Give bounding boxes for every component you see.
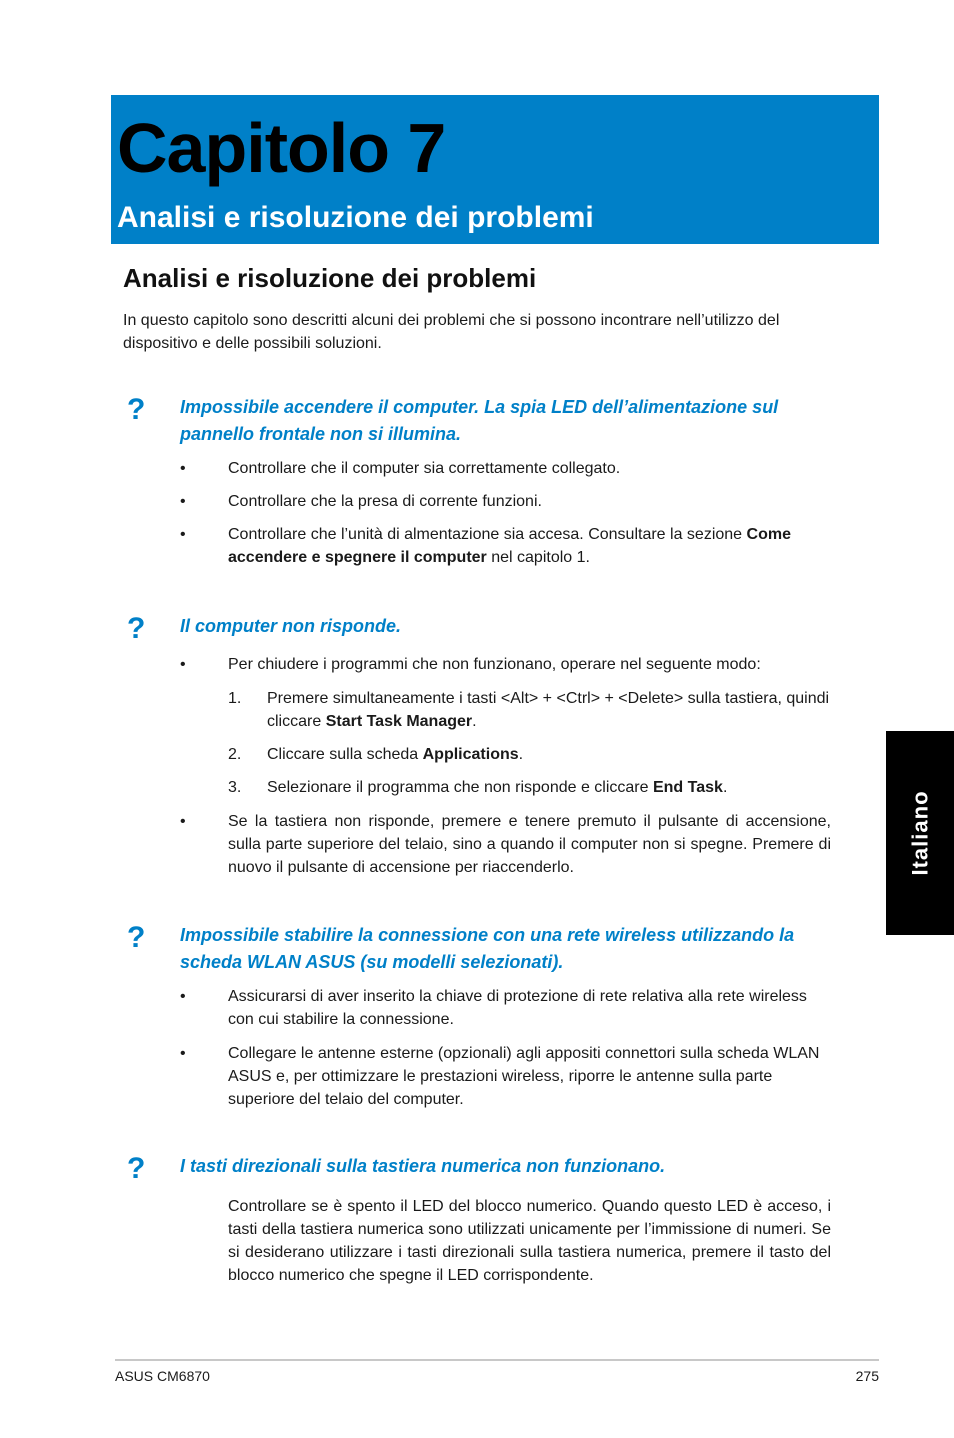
q2-step-3-tail: . (722, 779, 728, 796)
language-side-label: Italiano (907, 790, 933, 876)
chapter-subtitle: Analisi e risoluzione dei problemi (117, 201, 594, 234)
question-mark-icon: ? (127, 1152, 146, 1185)
chapter-title: Capitolo 7 (117, 109, 446, 187)
footer-divider (115, 1359, 879, 1361)
q3-bullet-2: Collegare le antenne esterne (opzionali) agli appositi connettori sulla scheda WLAN ASUS e, per ottimizzare le prestazioni wireless, riporre le antenne sulla parte superiore del telaio del computer. (228, 1045, 820, 1108)
q2-bullet-2: Se la tastiera non risponde, premere e tenere premuto il pulsante di accensione, sulla parte superiore del telaio, sino a quando il computer non si spegne. Premere di nuovo il pulsante di accensione per riaccenderlo. (228, 813, 831, 876)
q1-bullet-2: Controllare che la presa di corrente funzioni. (228, 493, 542, 510)
q2-step-2-tail: . (518, 746, 524, 763)
q2-step-3-emphasis: End Task (652, 779, 723, 796)
q3-bullet-1: Assicurarsi di aver inserito la chiave di protezione di rete relativa alla rete wireless con cui stabilire la connessione. (228, 988, 807, 1028)
q2-step-1-tail: . (472, 713, 477, 730)
language-side-label-wrap (886, 731, 954, 935)
bullet: • (180, 493, 186, 510)
step-number: 1. (228, 690, 242, 707)
question-1: Impossibile accendere il computer. La spia LED dell’alimentazione sul pannello frontale non si illumina. (180, 397, 779, 444)
bullet: • (180, 813, 186, 830)
question-4: I tasti direzionali sulla tastiera numerica non funzionano. (180, 1156, 666, 1176)
q1-bullet-3-tail: nel capitolo 1. (486, 549, 590, 566)
bullet: • (180, 988, 186, 1005)
q1-bullet-3-emphasis: Come accendere e spegnere il computer (228, 526, 791, 566)
bullet: • (180, 1045, 186, 1062)
q2-step-2-emphasis: Applications (422, 746, 519, 763)
q1-bullet-3 (228, 523, 831, 569)
q1-bullet-3-text: Controllare che l’unità di almentazione sia accesa. Consultare la sezione (228, 526, 747, 543)
q2-step-1 (267, 687, 837, 733)
q2-step-1-text: Premere simultaneamente i tasti <Alt> + <Ctrl> + <Delete> sulla tastiera, quindi cliccare (267, 690, 830, 730)
q2-step-2-text: Cliccare sulla scheda (267, 746, 423, 763)
question-mark-icon: ? (127, 612, 146, 645)
q2-bullet-1: Per chiudere i programmi che non funzionano, operare nel seguente modo: (228, 656, 761, 673)
intro-paragraph: In questo capitolo sono descritti alcuni dei problemi che si possono incontrare nell’utilizzo del dispositivo e delle possibili soluzioni. (123, 312, 780, 352)
chapter-banner (111, 95, 879, 244)
q2-step-3 (267, 776, 837, 799)
footer-page-number: 275 (855, 1368, 879, 1384)
language-side-tab (886, 731, 954, 935)
q4-paragraph: Controllare se è spento il LED del blocco numerico. Quando questo LED è acceso, i tasti della tastiera numerica sono utilizzati unicamente per l’immissione di numeri. Se si desiderano utilizzare i tasti direzionali sulla tastiera numerica, premere il tasto del blocco numerico che spegne il LED corrispondente. (228, 1198, 831, 1284)
step-number: 2. (228, 746, 242, 763)
step-number: 3. (228, 779, 242, 796)
footer-model: ASUS CM6870 (115, 1368, 210, 1384)
section-title: Analisi e risoluzione dei problemi (123, 263, 537, 293)
question-2: Il computer non risponde. (180, 616, 402, 636)
question-mark-icon: ? (127, 921, 146, 954)
bullet: • (180, 526, 186, 543)
q2-step-2 (267, 743, 837, 766)
q2-step-1-emphasis: Start Task Manager (325, 713, 473, 730)
q2-step-3-text: Selezionare il programma che non risponde e cliccare (267, 779, 653, 796)
q1-bullet-1: Controllare che il computer sia correttamente collegato. (228, 460, 621, 477)
question-mark-icon: ? (127, 393, 146, 426)
bullet: • (180, 460, 186, 477)
question-3: Impossibile stabilire la connessione con una rete wireless utilizzando la scheda WLAN ASUS (su modelli selezionati). (180, 925, 795, 972)
bullet: • (180, 656, 186, 673)
